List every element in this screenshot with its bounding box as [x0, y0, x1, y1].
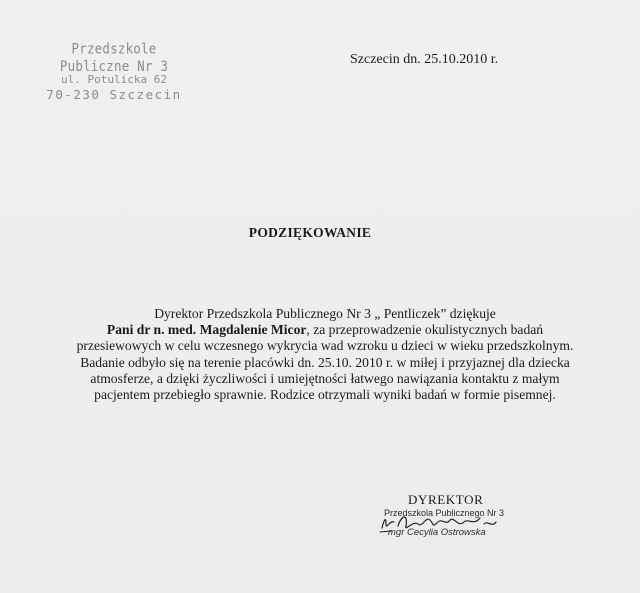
recipient-name: Pani dr n. med. Magdalenie Micor	[106, 322, 307, 338]
body-line-6: pacjentem przebiegło sprawnie. Rodzice otrzymali wyniki badań w formie pisemnej.	[94, 387, 556, 403]
signature-stamp-name: mgr Cecylia Ostrowska	[388, 527, 486, 538]
body-line-5: atmosferze, a dzięki życzliwości i umiejętności łatwego nawiązania kontaktu z małym	[90, 370, 560, 386]
document-date: Szczecin dn. 25.10.2010 r.	[350, 52, 499, 67]
body-line-2-rest: , za przeprowadzenie okulistycznych badań	[306, 322, 544, 338]
stamp-line-city: 70-230 Szczecin	[46, 87, 182, 102]
body-line-2	[60, 322, 590, 338]
document-body	[60, 306, 590, 403]
stamp-line-street: ul. Potulicka 62	[61, 73, 167, 86]
signature-stamp-institution: Przedszkola Publicznego Nr 3	[384, 508, 505, 518]
document-title: PODZIĘKOWANIE	[248, 225, 372, 240]
body-line-1: Dyrektor Przedszkola Publicznego Nr 3 „ Pentliczek” dziękuje	[154, 306, 496, 321]
institution-stamp	[34, 39, 194, 102]
body-line-3: przesiewowych w celu wczesnego wykrycia wad wzroku u dzieci w wieku przedszkolnym.	[76, 338, 574, 354]
stamp-line-name: Przedszkole Publiczne Nr 3	[59, 39, 169, 75]
signature-role: DYREKTOR	[408, 492, 484, 507]
body-line-4: Badanie odbyło się na terenie placówki dn. 25.10. 2010 r. w miłej i przyjaznej dla dziecka	[80, 354, 570, 370]
